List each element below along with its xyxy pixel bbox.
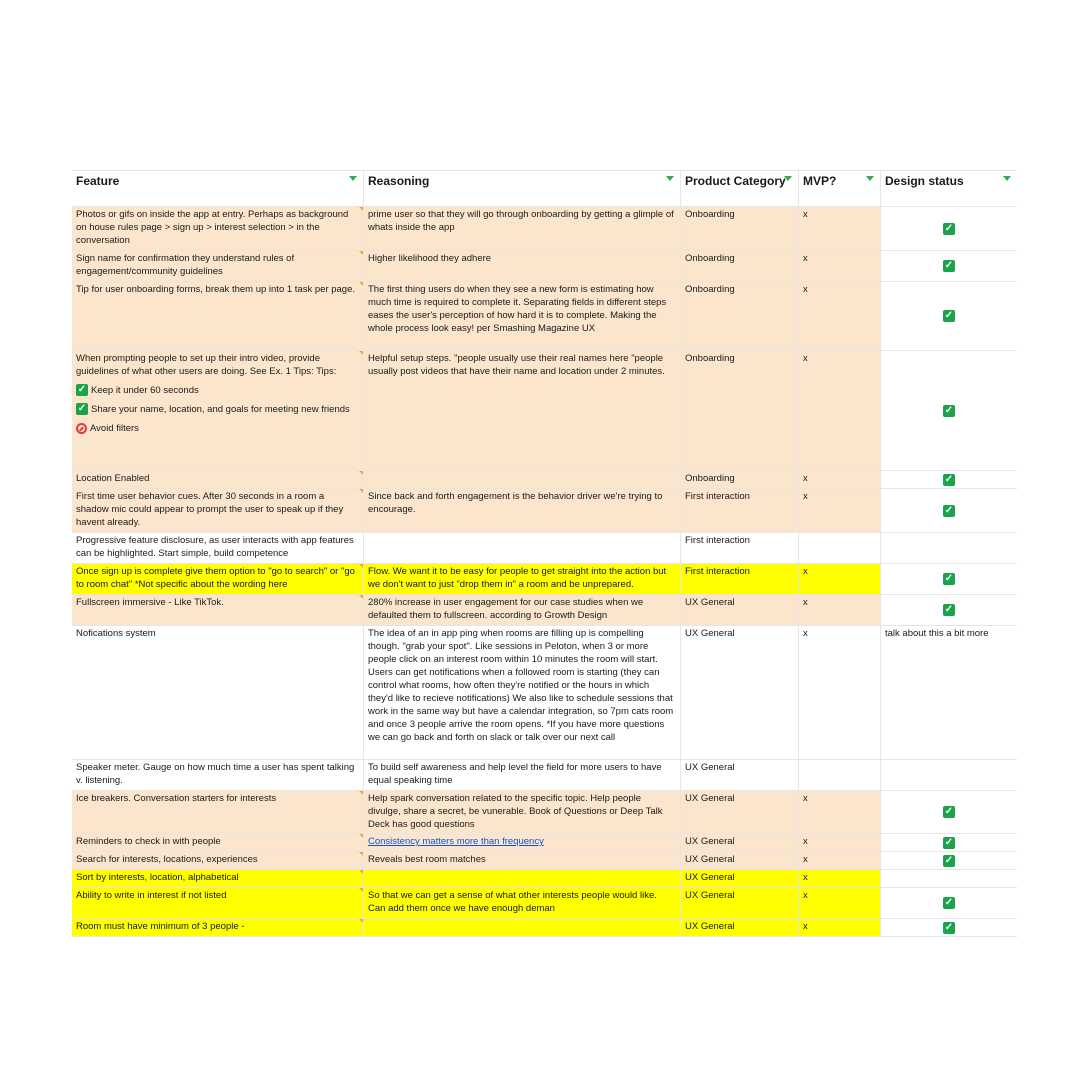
reasoning-text: 280% increase in user engagement for our case studies when we defaulted them to fullscreen. according to Growth Design [368, 597, 644, 621]
comment-marker[interactable] [359, 852, 363, 856]
mvp-cell[interactable] [799, 595, 881, 625]
category-cell[interactable] [681, 564, 799, 594]
feature-text: Once sign up is complete give them option to "go to search" or "go to room chat" *Not specific about the wording here [76, 566, 355, 590]
feature-tip-text: Share your name, location, and goals for meeting new friends [91, 404, 350, 415]
white-check-mark-icon: ✓ [944, 260, 954, 271]
feature-tip-text: Keep it under 60 seconds [91, 385, 199, 396]
header-product-category[interactable] [681, 171, 799, 206]
comment-marker[interactable] [359, 870, 363, 874]
mvp-cell[interactable] [799, 564, 881, 594]
design-status-cell[interactable] [881, 791, 1017, 833]
category-text: Onboarding [685, 253, 735, 264]
header-category-label: Product Category [685, 174, 786, 188]
design-status-cell[interactable] [881, 834, 1017, 851]
table-row [72, 834, 1017, 852]
category-cell[interactable] [681, 282, 799, 350]
category-cell[interactable] [681, 791, 799, 833]
table-body [72, 207, 1017, 937]
comment-marker[interactable] [359, 791, 363, 795]
design-status-cell[interactable] [881, 471, 1017, 488]
reasoning-cell[interactable] [364, 251, 681, 281]
comment-marker[interactable] [359, 564, 363, 568]
feature-tip-text: Avoid filters [90, 423, 139, 434]
white-check-mark-icon: ✓ [944, 897, 954, 908]
feature-cell[interactable] [72, 888, 364, 918]
table-row [72, 888, 1017, 919]
reasoning-cell[interactable] [364, 207, 681, 250]
header-row [72, 171, 1017, 207]
white-check-mark-icon: ✓ [77, 403, 87, 414]
spreadsheet [72, 170, 1017, 937]
category-cell[interactable] [681, 489, 799, 532]
category-cell[interactable] [681, 533, 799, 563]
white-check-mark-icon: ✓ [944, 573, 954, 584]
reasoning-text: Help spark conversation related to the specific topic. Help people divulge, share a secret, be vunerable. Book of Questions or Deep Talk Deck has good questions [368, 793, 663, 830]
feature-tip [76, 422, 359, 435]
category-cell[interactable] [681, 207, 799, 250]
feature-cell[interactable] [72, 760, 364, 790]
design-status-cell[interactable] [881, 533, 1017, 563]
table-row [72, 791, 1017, 834]
category-cell[interactable] [681, 471, 799, 488]
design-status-cell[interactable] [881, 626, 1017, 759]
reasoning-cell[interactable] [364, 852, 681, 869]
mvp-cell[interactable] [799, 852, 881, 869]
mvp-cell[interactable] [799, 351, 881, 470]
category-cell[interactable] [681, 760, 799, 790]
mvp-text: x [803, 890, 808, 901]
table-row [72, 471, 1017, 489]
feature-tip [76, 403, 359, 416]
reasoning-text: Flow. We want it to be easy for people to get straight into the action but we don't want to just "drop them in" a room and be unprepared. [368, 566, 667, 590]
comment-marker[interactable] [359, 471, 363, 475]
reasoning-cell[interactable] [364, 626, 681, 759]
feature-text: Speaker meter. Gauge on how much time a user has spent talking v. listening. [76, 762, 355, 786]
reasoning-text: Since back and forth engagement is the behavior driver we're trying to encourage. [368, 491, 663, 515]
category-cell[interactable] [681, 351, 799, 470]
reasoning-text: Higher likelihood they adhere [368, 253, 492, 264]
feature-cell[interactable] [72, 351, 364, 470]
category-cell[interactable] [681, 888, 799, 918]
white-check-mark-icon: ✓ [77, 384, 87, 395]
white-check-mark-icon: ✓ [944, 310, 954, 321]
mvp-cell[interactable] [799, 888, 881, 918]
reasoning-cell[interactable] [364, 834, 681, 851]
comment-marker[interactable] [359, 251, 363, 255]
feature-text: Location Enabled [76, 473, 150, 484]
mvp-text: x [803, 872, 808, 883]
category-text: UX General [685, 762, 735, 773]
category-text: UX General [685, 921, 735, 932]
category-cell[interactable] [681, 251, 799, 281]
header-mvp[interactable] [799, 171, 881, 206]
mvp-text: x [803, 628, 808, 639]
feature-text: Ability to write in interest if not listed [76, 890, 227, 901]
feature-cell[interactable] [72, 791, 364, 833]
filter-icon[interactable] [666, 176, 674, 181]
white-check-mark-icon: ✓ [944, 473, 954, 485]
reasoning-text: The first thing users do when they see a new form is estimating how much time is required to complete it. Separating fields in different steps eases the user's perception of how hard it is to complete. Making the whole process look easy! per Smashing Magazine UX [368, 284, 667, 334]
white-check-mark-icon: ✓ [944, 604, 954, 615]
category-text: UX General [685, 872, 735, 883]
design-status-cell[interactable] [881, 595, 1017, 625]
mvp-cell[interactable] [799, 282, 881, 350]
header-feature-label: Feature [76, 174, 120, 188]
design-status-cell[interactable] [881, 564, 1017, 594]
category-text: UX General [685, 836, 735, 847]
header-design-status[interactable] [881, 171, 1017, 206]
reasoning-cell[interactable] [364, 760, 681, 790]
reasoning-cell[interactable] [364, 564, 681, 594]
feature-text: Reminders to check in with people [76, 836, 221, 847]
mvp-cell[interactable] [799, 919, 881, 936]
design-status-cell[interactable] [881, 489, 1017, 532]
mvp-text: x [803, 854, 808, 865]
mvp-cell[interactable] [799, 834, 881, 851]
design-status-text: talk about this a bit more [885, 628, 989, 639]
design-status-cell[interactable] [881, 351, 1017, 470]
feature-cell[interactable] [72, 595, 364, 625]
mvp-text: x [803, 353, 808, 364]
feature-text: Room must have minimum of 3 people - [76, 921, 245, 932]
reasoning-cell[interactable] [364, 489, 681, 532]
comment-marker[interactable] [359, 282, 363, 286]
category-text: UX General [685, 854, 735, 865]
category-cell[interactable] [681, 919, 799, 936]
feature-text: Search for interests, locations, experiences [76, 854, 258, 865]
mvp-cell[interactable] [799, 471, 881, 488]
reasoning-cell[interactable] [364, 919, 681, 936]
reasoning-text: So that we can get a sense of what other interests people would like. Can add them once we have enough deman [368, 890, 657, 914]
category-text: UX General [685, 793, 735, 804]
table-row [72, 251, 1017, 282]
category-text: UX General [685, 597, 735, 608]
design-status-cell[interactable] [881, 919, 1017, 936]
table-row [72, 852, 1017, 870]
category-cell[interactable] [681, 595, 799, 625]
feature-cell[interactable] [72, 251, 364, 281]
table-row [72, 282, 1017, 351]
reasoning-cell[interactable] [364, 282, 681, 350]
feature-cell[interactable] [72, 870, 364, 887]
reasoning-text: To build self awareness and help level the field for more users to have equal speaking time [368, 762, 662, 786]
mvp-text: x [803, 597, 808, 608]
reasoning-link[interactable]: Consistency matters more than frequency [368, 836, 544, 847]
feature-cell[interactable] [72, 282, 364, 350]
reasoning-cell[interactable] [364, 595, 681, 625]
reasoning-cell[interactable] [364, 870, 681, 887]
feature-text: Ice breakers. Conversation starters for interests [76, 793, 277, 804]
white-check-mark-icon: ✓ [944, 806, 954, 817]
reasoning-text: Reveals best room matches [368, 854, 486, 865]
white-check-mark-icon: ✓ [944, 921, 954, 933]
feature-text: Fullscreen immersive - Like TikTok. [76, 597, 224, 608]
mvp-cell[interactable] [799, 533, 881, 563]
table-row [72, 533, 1017, 564]
comment-marker[interactable] [359, 919, 363, 923]
category-cell[interactable] [681, 834, 799, 851]
white-check-mark-icon: ✓ [944, 504, 954, 516]
table-row [72, 760, 1017, 791]
mvp-text: x [803, 491, 808, 502]
table-row [72, 489, 1017, 533]
feature-cell[interactable] [72, 564, 364, 594]
design-status-cell[interactable] [881, 282, 1017, 350]
design-status-cell[interactable] [881, 852, 1017, 869]
category-text: UX General [685, 890, 735, 901]
header-feature[interactable] [72, 171, 364, 206]
white-check-mark-icon: ✓ [944, 404, 954, 416]
white-check-mark-icon: ✓ [944, 854, 954, 866]
filter-icon[interactable] [866, 176, 874, 181]
feature-tip [76, 384, 359, 397]
feature-cell[interactable] [72, 626, 364, 759]
feature-text: Sign name for confirmation they understand rules of engagement/community guidelines [76, 253, 295, 277]
reasoning-cell[interactable] [364, 888, 681, 918]
feature-cell[interactable] [72, 919, 364, 936]
table-row [72, 870, 1017, 888]
mvp-text: x [803, 284, 808, 295]
table-row [72, 595, 1017, 626]
mvp-text: x [803, 253, 808, 264]
feature-cell[interactable] [72, 489, 364, 532]
design-status-cell[interactable] [881, 760, 1017, 790]
header-mvp-label: MVP? [803, 174, 837, 188]
feature-text: When prompting people to set up their intro video, provide guidelines of what other users are doing. See Ex. 1 Tips: Tips: [76, 353, 337, 377]
category-text: Onboarding [685, 284, 735, 295]
design-status-cell[interactable] [881, 207, 1017, 250]
mvp-text: x [803, 473, 808, 484]
comment-marker[interactable] [359, 888, 363, 892]
feature-text: Tip for user onboarding forms, break them up into 1 task per page. [76, 284, 355, 295]
feature-cell[interactable] [72, 533, 364, 563]
table-row [72, 564, 1017, 595]
feature-cell[interactable] [72, 852, 364, 869]
mvp-cell[interactable] [799, 870, 881, 887]
feature-cell[interactable] [72, 471, 364, 488]
filter-icon[interactable] [1003, 176, 1011, 181]
table-row [72, 351, 1017, 471]
white-check-mark-icon: ✓ [944, 836, 954, 848]
reasoning-cell[interactable] [364, 533, 681, 563]
table-row [72, 919, 1017, 937]
category-cell[interactable] [681, 626, 799, 759]
reasoning-cell[interactable] [364, 471, 681, 488]
mvp-cell[interactable] [799, 489, 881, 532]
comment-marker[interactable] [359, 489, 363, 493]
reasoning-text: The idea of an in app ping when rooms are filling up is compelling though. "grab your spot". Like sessions in Peloton, when 3 or more people click on an interest room within 10 minutes the room will start. Users can get notifications when a followed room is starting (they can control what rooms, how often they're notified or the hours in which they'd like to recieve notifications) We also like to schedule sessions that work in the same way but have a calendar integration, so 7pm cats room and once 3 people arrive the room opens. *If you have more questions we can go back and forth on slack or talk over our next call [368, 628, 674, 743]
feature-text: Sort by interests, location, alphabetical [76, 872, 239, 883]
reasoning-cell[interactable] [364, 351, 681, 470]
mvp-text: x [803, 566, 808, 577]
category-text: First interaction [685, 491, 750, 502]
mvp-cell[interactable] [799, 791, 881, 833]
category-text: Onboarding [685, 353, 735, 364]
design-status-cell[interactable] [881, 888, 1017, 918]
category-cell[interactable] [681, 852, 799, 869]
table-row [72, 207, 1017, 251]
reasoning-text: prime user so that they will go through onboarding by getting a glimple of whats inside the app [368, 209, 674, 233]
mvp-text: x [803, 836, 808, 847]
mvp-cell[interactable] [799, 626, 881, 759]
feature-text: Photos or gifs on inside the app at entry. Perhaps as background on house rules page > sign up > interest selection > in the conversation [76, 209, 349, 246]
mvp-cell[interactable] [799, 207, 881, 250]
feature-cell[interactable] [72, 207, 364, 250]
mvp-text: x [803, 793, 808, 804]
category-text: Onboarding [685, 209, 735, 220]
mvp-text: x [803, 209, 808, 220]
category-text: UX General [685, 628, 735, 639]
mvp-cell[interactable] [799, 760, 881, 790]
mvp-text: x [803, 921, 808, 932]
feature-text: First time user behavior cues. After 30 seconds in a room a shadow mic could appear to prompt the user to speak up if they havent already. [76, 491, 344, 528]
category-text: First interaction [685, 535, 750, 546]
mvp-cell[interactable] [799, 251, 881, 281]
category-cell[interactable] [681, 870, 799, 887]
filter-icon[interactable] [784, 176, 792, 181]
no-entry-icon [76, 423, 87, 434]
comment-marker[interactable] [359, 834, 363, 838]
feature-text: Progressive feature disclosure, as user interacts with app features can be highlighted. Start simple, build competence [76, 535, 354, 559]
table-row [72, 626, 1017, 760]
reasoning-cell[interactable] [364, 791, 681, 833]
category-text: First interaction [685, 566, 750, 577]
design-status-cell[interactable] [881, 251, 1017, 281]
reasoning-text: Helpful setup steps. "people usually use their real names here "people usually post videos that have their name and location under 2 minutes. [368, 353, 665, 377]
comment-marker[interactable] [359, 595, 363, 599]
comment-marker[interactable] [359, 351, 363, 355]
filter-icon[interactable] [349, 176, 357, 181]
category-text: Onboarding [685, 473, 735, 484]
comment-marker[interactable] [359, 207, 363, 211]
white-check-mark-icon: ✓ [944, 222, 954, 234]
header-status-label: Design status [885, 174, 964, 188]
design-status-cell[interactable] [881, 870, 1017, 887]
header-reasoning[interactable] [364, 171, 681, 206]
header-reasoning-label: Reasoning [368, 174, 430, 188]
feature-cell[interactable] [72, 834, 364, 851]
feature-text: Nofications system [76, 628, 156, 639]
